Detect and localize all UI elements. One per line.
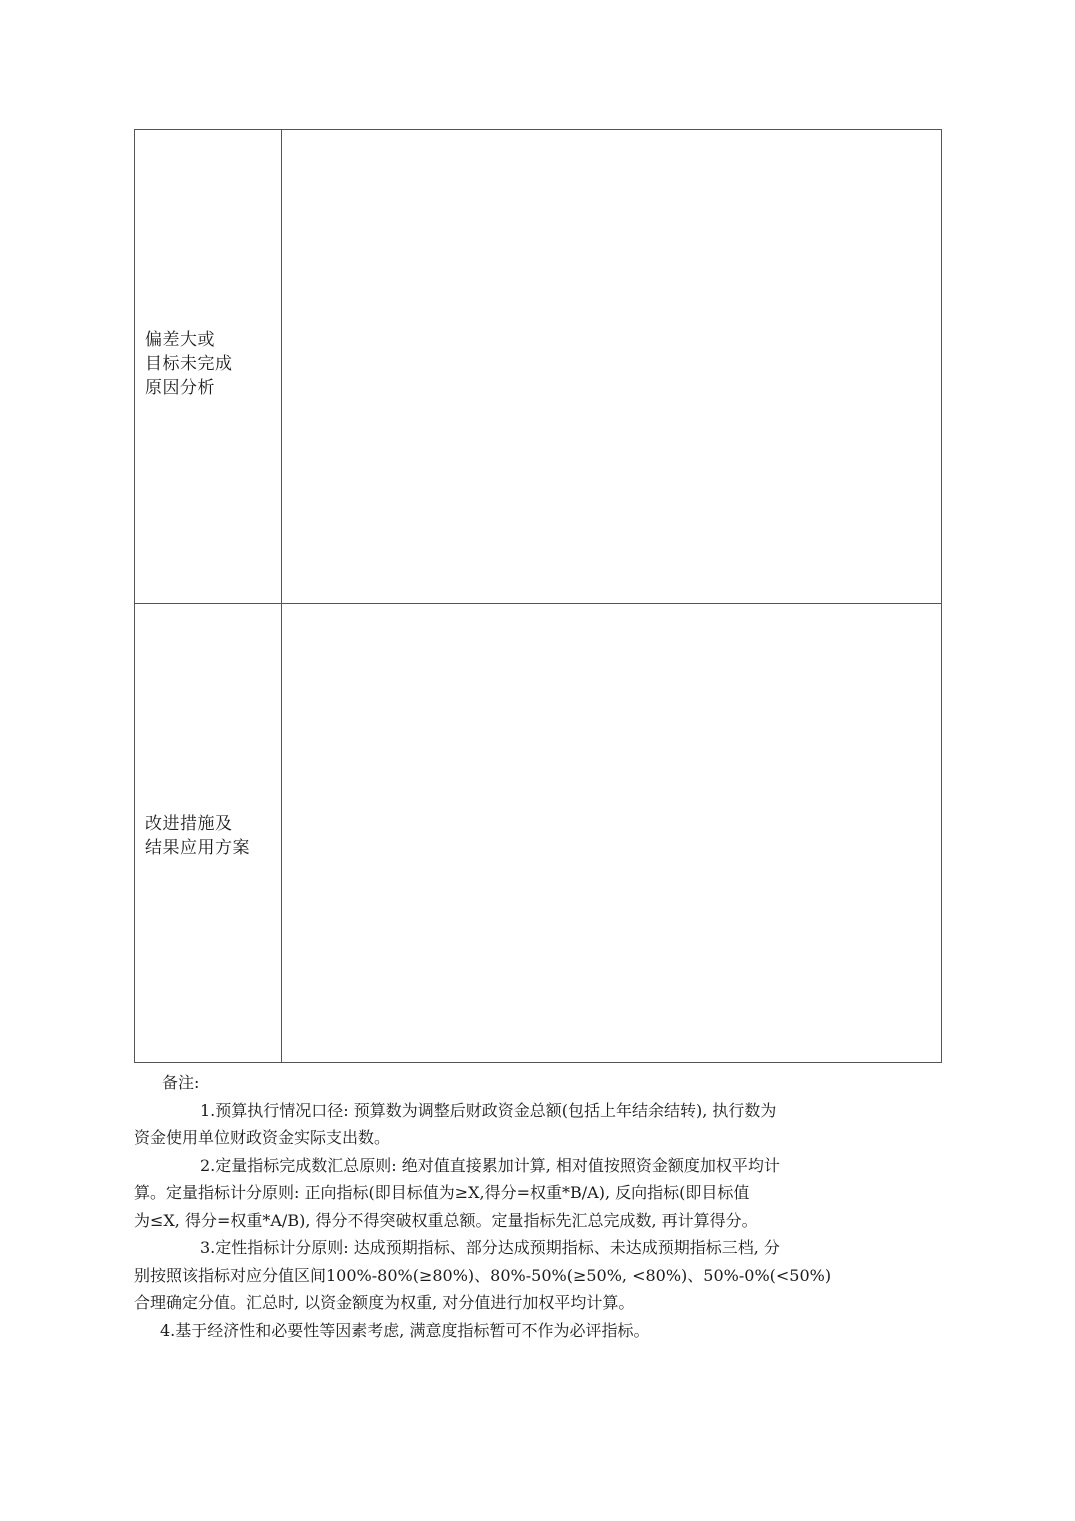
label-line: 结果应用方案 <box>145 837 250 858</box>
deviation-analysis-content-cell[interactable] <box>282 130 942 604</box>
note-line: 算。定量指标计分原则: 正向指标(即目标值为≥X,得分=权重*B/A), 反向指标(即目标值 <box>134 1183 750 1202</box>
evaluation-form-table <box>134 129 942 1063</box>
note-line: 资金使用单位财政资金实际支出数。 <box>134 1128 391 1147</box>
note-line: 3.定性指标计分原则: 达成预期指标、部分达成预期指标、未达成预期指标三档, 分 <box>200 1238 780 1257</box>
label-line: 目标未完成 <box>145 354 233 374</box>
notes-heading: 备注: <box>162 1073 200 1092</box>
label-line: 偏差大或 <box>145 330 215 350</box>
notes-section <box>134 1069 922 1344</box>
improvement-plan-label-cell <box>135 604 282 1063</box>
table-row <box>135 604 942 1063</box>
note-line: 合理确定分值。汇总时, 以资金额度为权重, 对分值进行加权平均计算。 <box>134 1293 635 1312</box>
table-row <box>135 130 942 604</box>
note-line: 1.预算执行情况口径: 预算数为调整后财政资金总额(包括上年结余结转), 执行数为 <box>200 1100 777 1120</box>
deviation-analysis-label-cell <box>135 130 282 604</box>
label-line: 改进措施及 <box>145 813 233 834</box>
note-line: 2.定量指标完成数汇总原则: 绝对值直接累加计算, 相对值按照资金额度加权平均计 <box>200 1155 780 1175</box>
note-line: 为≤X, 得分=权重*A/B), 得分不得突破权重总额。定量指标先汇总完成数, 再计算得分。 <box>134 1210 758 1230</box>
improvement-plan-content-cell[interactable] <box>282 604 942 1063</box>
label-line: 原因分析 <box>145 378 215 398</box>
note-line: 4.基于经济性和必要性等因素考虑, 满意度指标暂可不作为必评指标。 <box>160 1320 650 1340</box>
note-line: 别按照该指标对应分值区间100%-80%(≥80%)、80%-50%(≥50%, <80%)、50%-0%(<50%) <box>134 1265 832 1285</box>
